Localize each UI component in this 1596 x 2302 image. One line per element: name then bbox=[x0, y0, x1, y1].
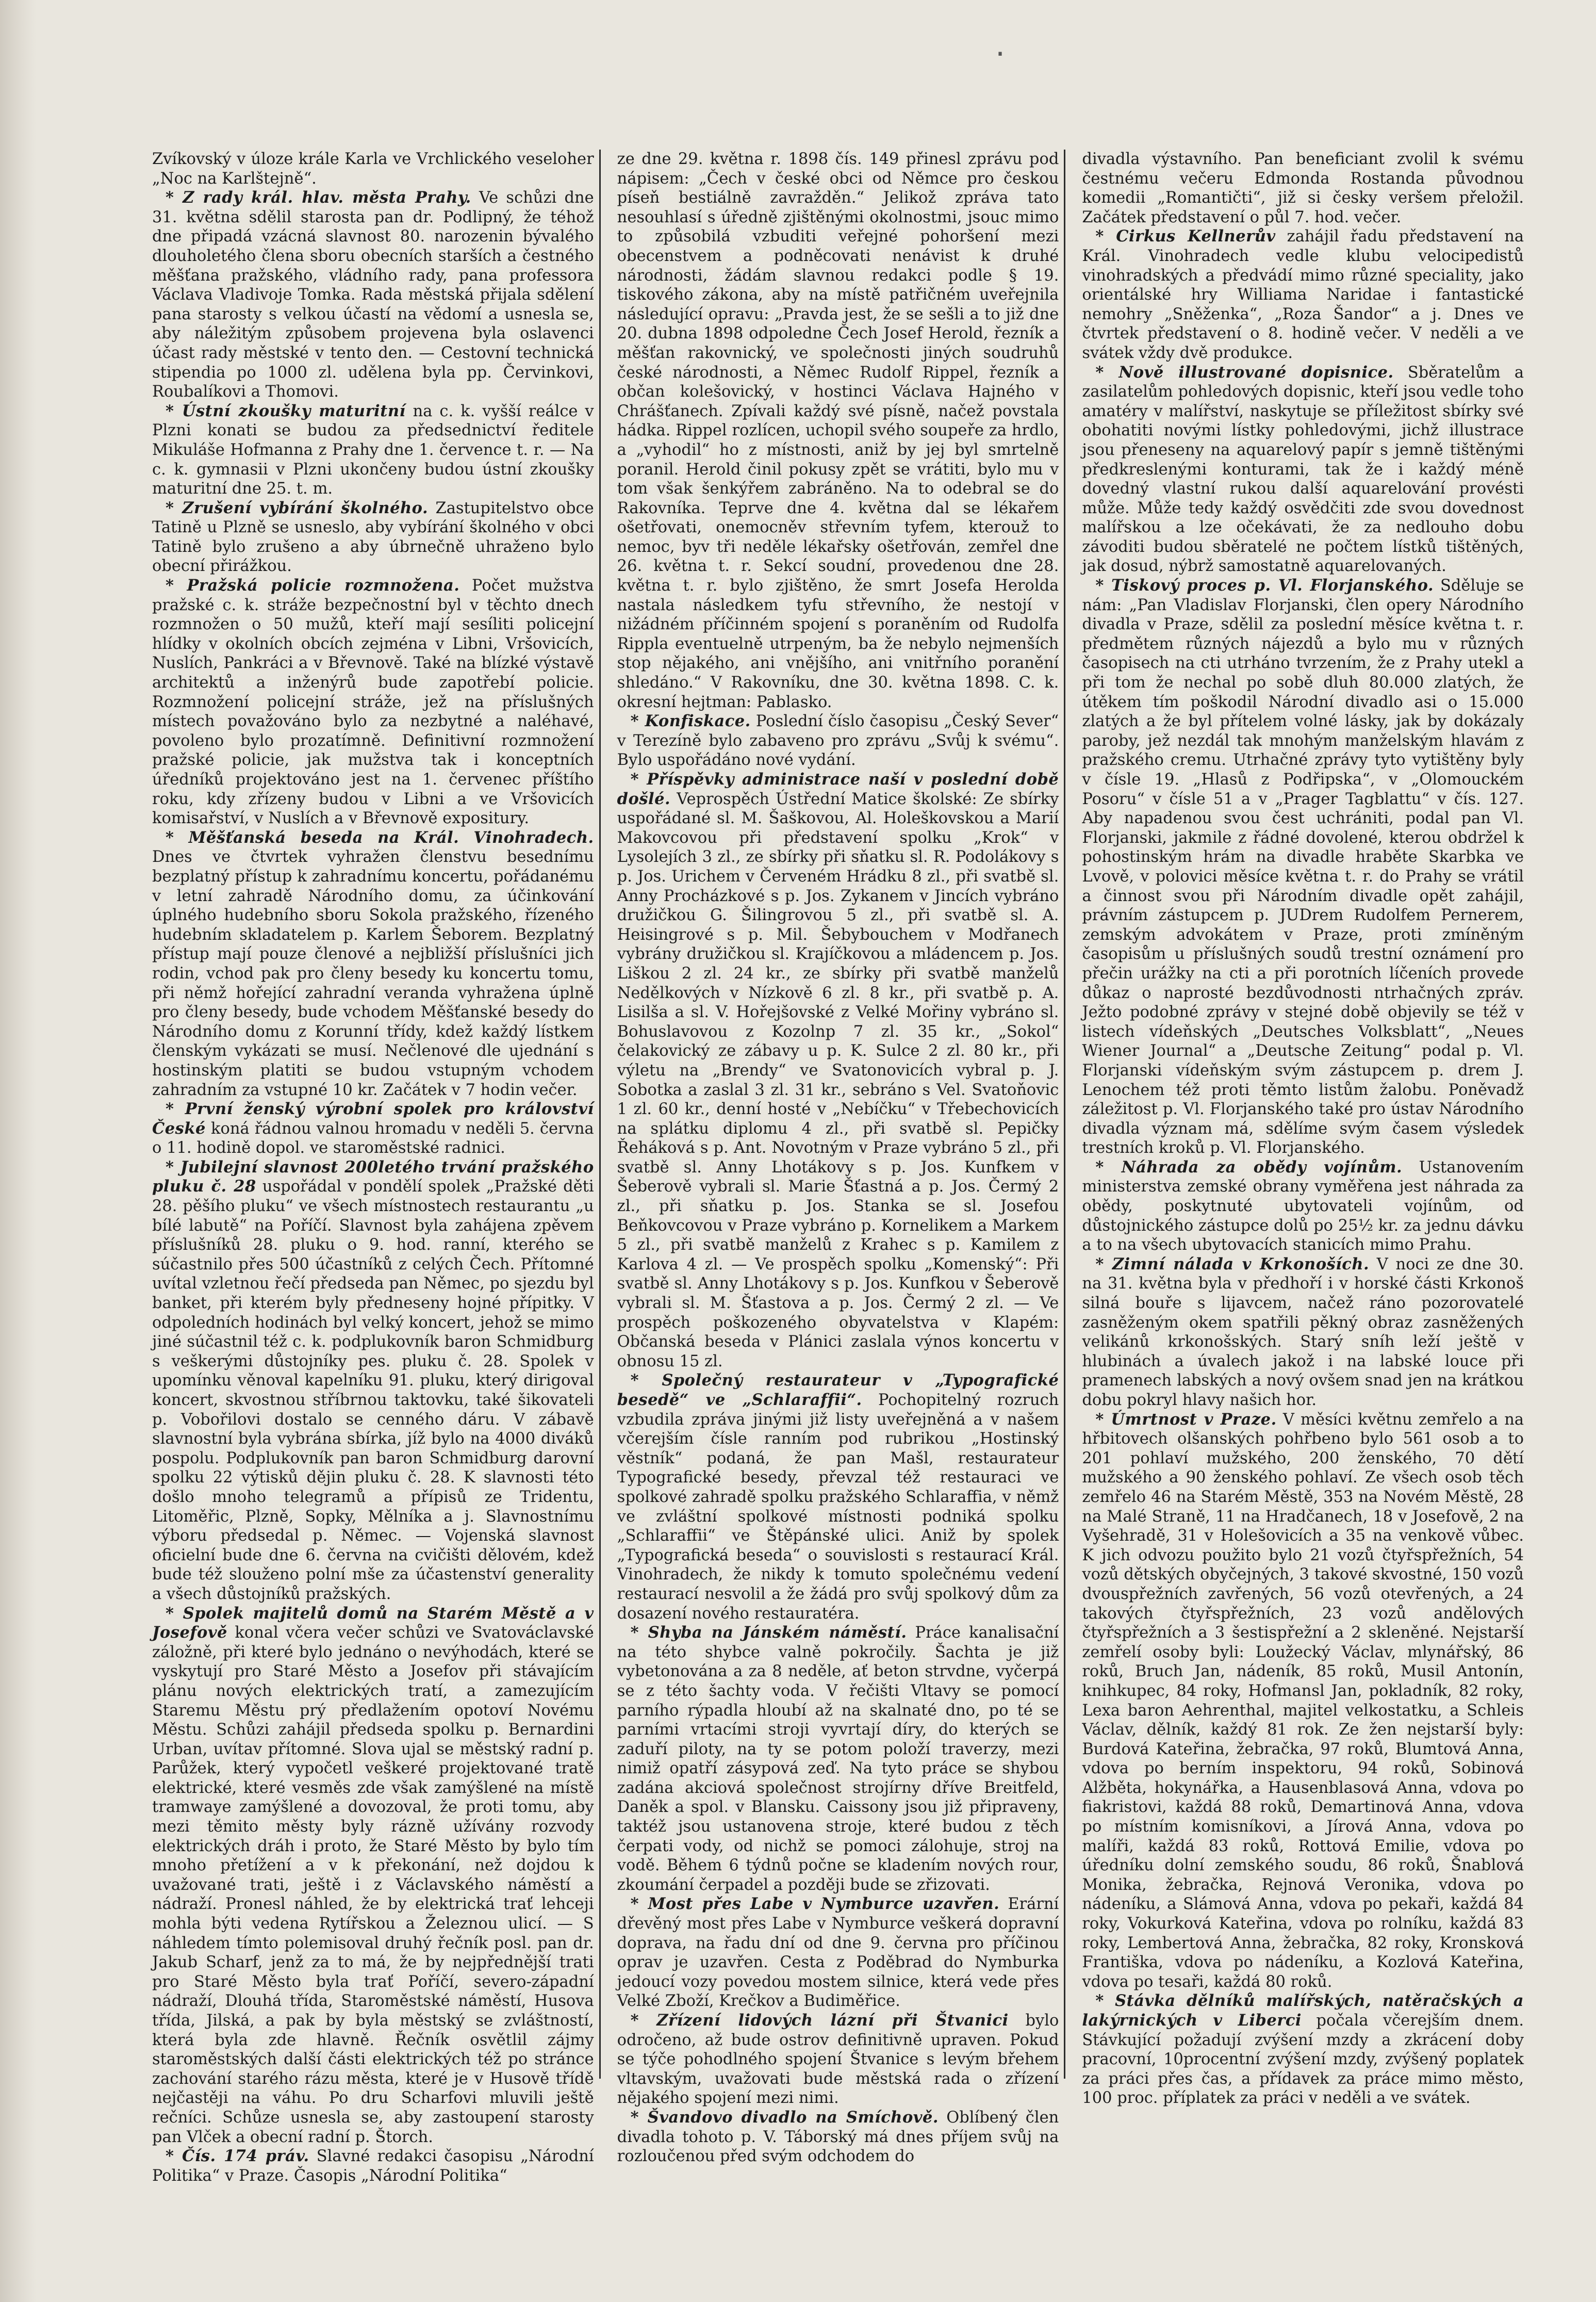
article-paragraph bbox=[617, 2011, 1059, 2108]
article-body: Erární dřevěný most přes Labe v Nymburce veškerá dopravní doprava, na řadu dní od dne 9. června pro příčinou oprav je uzavřen. Cesta z Poděbrad do Nymburka jedoucí vozy povedou mostem silnice, která vede přes Velké Zboží, Krečkov a Budiměřice. bbox=[617, 1895, 1059, 2011]
article-body: Práce kanalisační na této shybce valně pokročily. Šachta je již vybetonována a za 8 neděle, ať beton strvdne, vyčerpá se z této šachty voda. V řečišti Vltavy se pomocí parního rýpadla hloubí až na skalnaté dno, po té se parními vrtacími stroji vyvrtají díry, do kterých se zaduří piloty, na ty se potom položí traverzy, mezi nimiž opatří zásypová zeď. Na tyto práce se shybou zadána akciová společnost strojírny dříve Breitfeld, Daněk a spol. v Blansku. Caissony jsou již připraveny, taktéž jsou ustanovena stroje, které budou z těch čerpati vody, od nichž se pomoci zálohuje, stroj na vodě. Během 6 týdnů počne se kladením nových rour, zkoumání čerpadel a později bude se zřizovati. bbox=[617, 1624, 1059, 1894]
article-heading: * Zimní nálada v Krkonoších. bbox=[1095, 1255, 1369, 1274]
article-body: Dnes ve čtvrtek vyhražen členstvu besednímu bezplatný přístup k zahradnímu koncertu, pořádanému v letní zahradě Národního domu, za účinkování úplného hudebního sboru Sokola pražského, řízeného hudebním skladatelem p. Karlem Šeborem. Bezplatný přístup mají pouze členové a nejbližší příslušníci jich rodin, vchod pak pro členy besedy ku koncertu tomu, při němž hořející zahradní veranda vyhražena úplně pro členy besedy, bude vchodem Měšťanské besedy do Národního domu z Korunní třídy, kdež každý lístkem členským vykázati se musí. Nečlenové dle ujednání s hostinským platiti se budou vstupným vchodem zahradním za vstupné 10 kr. Začátek v 7 hodin večer. bbox=[152, 848, 594, 1099]
article-heading: * Jubilejní slavnost 200letého trvání pražského pluku č. 28 bbox=[152, 1158, 594, 1196]
scan-edge bbox=[0, 0, 36, 2302]
column-middle bbox=[612, 150, 1066, 2166]
article-body: uspořádal v pondělí spolek „Pražské děti 28. pěšího pluku“ ve všech místnostech restaurantu „u bílé labutě“ na Poříčí. Slavnost byla zahájena zpěvem příslušníků 28. pluku o 9. hod. ranní, kterého se súčastnilo přes 500 účastníků z celých Čech. Přítomné uvítal vzletnou řečí předseda pan Němec, po sjezdu byl banket, při kterém byly předneseny hojné přípitky. V odpoledních hodinách byl velký koncert, jehož se mimo jiné súčastnil též c. k. podplukovník baron Schmidburg s veškerými důstojníky pes. pluku č. 28. Spolek v upomínku věnoval kapelníku 91. pluku, který dirigoval koncert, skvostnou stříbrnou taktovku, také šikovateli p. Vobořilovi dostalo se cenného dáru. V zábavě slavnostní byla vybrána sbírka, jíž bylo na 4000 diváků pospolu. Podplukovník pan baron Schmidburg darovní spolku 22 výtisků dějin pluku č. 28. K slavnosti této došlo mnoho telegramů a přípisů ze Tridentu, Litoměřic, Plzně, Sopky, Mělníka a j. Slavnostnímu výboru předsedal p. Němec. — Vojenská slavnost oficielní bude dne 6. června na cvičišti dělovém, kdež bude též slouženo polní mše za účastenství generality a všech důstojníků pražských. bbox=[152, 1178, 594, 1603]
article-heading: * První ženský výrobní spolek pro království České bbox=[152, 1100, 594, 1138]
article-paragraph bbox=[1082, 1991, 1524, 2108]
article-paragraph bbox=[152, 2147, 594, 2185]
article-body: Ustanovením ministerstva zemské obrany vyměřena jest náhrada za obědy, poskytnuté ubytovateli vojínům, od důstojnického zástupce dolů po 25½ kr. za jednu dávku a to na všech ubytovacích stanicích mimo Prahu. bbox=[1082, 1158, 1524, 1254]
article-heading: * Zřízení lidových lázní při Štvanici bbox=[631, 2011, 1009, 2030]
article-paragraph bbox=[617, 1371, 1059, 1623]
article-paragraph bbox=[617, 2108, 1059, 2166]
article-heading: * Shyba na Jánském náměstí. bbox=[631, 1623, 907, 1642]
article-paragraph bbox=[1082, 576, 1524, 1158]
article-heading: * Zrušení vybírání školného. bbox=[166, 499, 428, 517]
article-body: Ve schůzi dne 31. května sdělil starosta pan dr. Podlipný, že téhož dne připadá vzácná slavnost 80. narozenin bývalého dlouholetého člena sboru obecních starších a čestného měšťana pražského, vládního rady, pana professora Václava Vladivoje Tomka. Rada městská přijala sdělení pana starosty s velkou účastí na vědomí a usnesla se, aby náležitým způsobem projevena byla oslavenci účast rady městské v tento den. — Cestovní technická stipendia po 1000 zl. udělena byla pp. Červinkovi, Roubalíkovi a Thomovi. bbox=[152, 189, 594, 401]
article-heading: * Konfiskace. bbox=[631, 712, 751, 730]
article-heading: * Ústní zkoušky maturitní bbox=[166, 402, 406, 420]
article-heading: * Měšťanská beseda na Král. Vinohradech. bbox=[166, 828, 594, 847]
article-body: ze dne 29. května r. 1898 čís. 149 přinesl zprávu pod nápisem: „Čech v české obci od Němce pro českou píseň bestiálně zavražděn.“ Jelikož zpráva tato nesouhlasí s úředně zjištěnými okolnostmi, jsouc mimo to způsobilá vzbuditi veřejné pohoršení mezi obecenstvem a podněcovati nenávist k druhé národnosti, žádám slavnou redakci podle § 19. tiskového zákona, aby na místě patřičném uveřejnila následující opravu: „Pravda jest, že se sešli a to již dne 20. dubna 1898 odpoledne Čech Josef Herold, řezník a měšťan rakovnický, ve společnosti jiných soudruhů české národnosti, a Němec Rudolf Rippel, řezník a občan kolešovický, v hostinci Václava Hajného v Chrášťanech. Zpívali každý své písně, načež povstala hádka. Rippel rozlícen, uchopil svého soupeře za hrdlo, a „vyhodil“ ho z místnosti, aniž by jej byl smrtelně poranil. Herold činil pokusy zpět se vrátiti, bylo mu v tom však šenkýřem zabráněno. Na to odebral se do Rakovníka. Teprve dne 4. května dal se lékařem ošetřovati, onemocněv střevním tyfem, kterouž to nemoc, byv tři neděle lékařsky ošetřován, zemřel dne 26. května t. r. Sekcí soudní, provedenou dne 28. května t. r. bylo zjištěno, že smrt Josefa Herolda nastala následkem tyfu střevního, že nestojí v nižádném příčinném spojení s poraněním od Rudolfa Rippla eventuelně utrpeným, ba že nebylo nejmenších stop nějakého, ani vnějšího, ani vnitřního poranění shledáno.“ V Rakovníku, dne 30. května 1898. C. k. okresní hejtman: Pablasko. bbox=[617, 150, 1059, 711]
article-body: konal včera večer schůzi ve Svatováclavské záložně, při které bylo jednáno o nevýhodách, které se vyskytují pro Staré Město a Josefov při stávajícím plánu nových elektrických tratí, a zamezujícím Staremu Městu prý předlažením opotoví Novému Městu. Schůzi zahájil předseda spolku p. Bernardini Urban, uvítav přítomné. Slova ujal se městský radní p. Parůžek, který vypočetl veškeré projektované tratě elektrické, které vesměs zde však zamýšlené na místě tramwaye zamýšlené a dovozoval, že proti tomu, aby mezi těmito městy byly rázně užívány rozvody elektrických dráh i proto, že Staré Město by bylo tím mnoho přetížení a v k překonání, než dojdou k uvažované trati, ještě i z Václavského náměstí a nádraží. Pronesl náhled, že by elektrická trať lehceji mohla býti vedena Rytířskou a Železnou ulicí. — S náhledem tímto polemisoval druhý řečník posl. pan dr. Jakub Scharf, jenž za to má, že by nejpřednější trati pro Staré Město byla trať Poříčí, severo-západní nádraží, Dlouhá třída, Staroměstské náměstí, Husova třída, Jilská, a pak by byla městský se zvláštností, která byla zde hlavně. Řečník osvětlil zájmy staroměstských další části elektrických též po stránce zachování starého rázu města, které je v Husově třídě nejčastěji na váhu. Po dru Scharfovi mluvili ještě rečníci. Schůze usnesla se, aby zastoupení starosty pan Vlček a obecní radní p. Štorch. bbox=[152, 1624, 594, 2146]
article-paragraph bbox=[152, 1100, 594, 1158]
newspaper-page bbox=[147, 150, 1529, 2185]
article-body: Veprospěch Ústřední Matice školské: Ze sbírky uspořádané sl. M. Šaškovou, Al. Holeškovskou a Marií Makovcovou při představení spolku „Krok“ v Lysolejích 3 zl., ze sbírky při sňatku sl. R. Podolákovy s p. Jos. Urichem v Červeném Hrádku 8 zl., při svatbě sl. Anny Procházkové s p. Jos. Zykanem v Jincích vybráno družičkou G. Šilingrovou 5 zl., při svatbě sl. A. Heisingrové s p. Mil. Šebybouchem v Modřanech vybrány družičkou sl. Krajíčkovou a mládencem p. Jos. Liškou 2 zl. 24 kr., ze sbírky při svatbě manželů Nedělkových v Nízkově 6 zl. 8 kr., při svatbě p. A. Lisilša a sl. V. Hořejšovské z Velké Mořiny vybráno sl. Bohuslavovou z Kozolnp 7 zl. 35 kr., „Sokol“ čelakovický ze zábavy u p. K. Sulce 2 zl. 80 kr., při výletu na „Brendy“ ve Svatonovicích vybral p. J. Sobotka a zaslal 3 zl. 31 kr., sebráno s Vel. Svatoňovic 1 zl. 60 kr., denní hosté v „Nebíčku“ v Třebechovicích na splátku diplomu 4 zl., při svatbě sl. Pepičky Řeháková s p. Ant. Novotným v Praze vybráno 5 zl., při svatbě sl. Anny Lhotákovy s p. Jos. Kunfkem v Šeberově vybrali sl. Marie Šťastná a p. Jos. Čermý 2 zl., při sňatku p. Jos. Stanka se sl. Josefou Beňkovcovou v Praze vybráno p. Kornelikem a Markem 5 zl., při svatbě manželů z Krahec s p. Kamilem z Karlova 4 zl. — Ve prospěch spolku „Komenský“: Při svatbě sl. Anny Lhotákovy s p. Jos. Kunfkou v Šeberově vybrali sl. M. Šťastova a p. Jos. Čermý 2 zl. — Ve prospěch poškozeného obyvatelstva v Klapém: Občanská beseda v Plánici zaslala výnos koncertu v obnosu 15 zl. bbox=[617, 790, 1059, 1370]
article-paragraph bbox=[1082, 150, 1524, 227]
article-heading: * Společný restaurateur v „Typografické besedě“ ve „Schlaraffii“. bbox=[617, 1371, 1059, 1409]
article-paragraph bbox=[1082, 1158, 1524, 1255]
article-body: V noci ze dne 30. na 31. května byla v předhoří i v horské části Krkonoš silná bouře s lijavcem, načež ráno pozorovatelé zasněženým okem spatřili pěkný obraz zasněžených velikánů krkonošských. Starý sníh leží ještě v hlubinách a úvalech jakož i na labské louce při pramenech labských a nový ovšem snad jen na krátkou dobu pokryl hlavy našich hor. bbox=[1082, 1255, 1524, 1409]
article-heading: * Švandovo divadlo na Smíchově. bbox=[631, 2108, 939, 2127]
article-paragraph bbox=[617, 1623, 1059, 1895]
article-body: Oblíbený člen divadla tohoto p. V. Táborský má dnes příjem svůj na rozloučenou před svým odchodem do bbox=[617, 2108, 1059, 2166]
article-heading: * Cirkus Kellnerův bbox=[1095, 227, 1275, 246]
article-paragraph bbox=[1082, 1410, 1524, 1992]
article-paragraph bbox=[152, 402, 594, 499]
article-heading: * Příspěvky administrace naší v poslední době došlé. bbox=[617, 770, 1059, 808]
article-heading: * Nově illustrované dopisnice. bbox=[1095, 363, 1393, 382]
article-paragraph bbox=[152, 1158, 594, 1604]
article-heading: * Tiskový proces p. Vl. Florjanského. bbox=[1095, 576, 1434, 595]
article-paragraph bbox=[152, 150, 594, 188]
article-heading: * Pražská policie rozmnožena. bbox=[166, 576, 459, 595]
article-body: Počet mužstva pražské c. k. stráže bezpečnostní byl v těchto dnech rozmnožen o 50 mužů, kteří mají sesíliti policejní hlídky v okolních obcích zejména v Libni, Vršovicích, Nuslích, Pankráci a v Břevnově. Také na blízké výstavě architektů a inženýrů bude zapotřebí policie. Rozmnožení policejní stráže, jež na příslušných místech považováno bylo za nezbytné a naléhavé, povoleno bylo prozatímně. Definitivní rozmnožení pražské policie, jak mužstva tak i konceptních úředníků projektováno jest na 1. červenec příštího roku, kdy zřízeny budou v Libni a ve Vršovicích komisařství, v Nuslích a v Břevnově expositury. bbox=[152, 577, 594, 828]
article-heading: * Z rady král. hlav. města Prahy. bbox=[166, 188, 471, 207]
article-heading: * Náhrada za obědy vojínům. bbox=[1095, 1158, 1402, 1177]
article-paragraph bbox=[152, 828, 594, 1100]
article-body: Zastupitelstvo obce Tatině u Plzně se usneslo, aby vybírání školného v obci Tatině bylo zrušeno a aby úbrnečně uhraženo bylo obecní přirážkou. bbox=[152, 499, 594, 576]
article-body: divadla výstavního. Pan beneficiant zvolil k svému čestnému večeru Edmonda Rostanda původnou komedii „Romantičti“, již si česky veršem přeložil. Začátek představení o půl 7. hod. večer. bbox=[1082, 150, 1524, 226]
article-paragraph bbox=[1082, 363, 1524, 577]
article-paragraph bbox=[617, 770, 1059, 1371]
article-paragraph bbox=[152, 576, 594, 828]
article-paragraph bbox=[152, 499, 594, 576]
article-paragraph bbox=[152, 188, 594, 402]
article-body: Slavné redakci časopisu „Národní Politika“ v Praze. Časopis „Národní Politika“ bbox=[152, 2147, 594, 2185]
article-heading: * Čís. 174 práv. bbox=[166, 2147, 309, 2165]
article-paragraph bbox=[617, 150, 1059, 712]
article-body: Zvíkovský v úloze krále Karla ve Vrchlického veseloher „Noc na Karlštejně“. bbox=[152, 150, 594, 188]
article-heading: * Úmrtnost v Praze. bbox=[1095, 1410, 1276, 1429]
article-paragraph bbox=[152, 1604, 594, 2147]
article-paragraph bbox=[617, 712, 1059, 770]
article-body: V měsíci květnu zemřelo a na hřbitovech olšanských pohřbeno bylo 561 osob a to 201 pohlaví mužského, 200 ženského, 70 dětí mužského a 90 ženského pohlaví. Ze všech osob těch zemřelo 46 na Starém Městě, 353 na Novém Městě, 28 na Malé Straně, 11 na Hradčanech, 18 v Josefově, 2 na Vyšehradě, 31 v Holešovicích a 35 na venkově vůbec. K jich odvozu použito bylo 21 vozů čtyřspřežních, 54 vozů dětských obyčejných, 3 takové skvostné, 150 vozů dvouspřežních zavřených, 56 vozů otevřených, a 24 takových čtyřspřežních, 23 vozů andělových čtyřspřežních a 3 šestispřežní a 2 skleněné. Nejstarší zemřelí osoby byli: Loužecký Václav, mlynářský, 86 roků, Bruch Jan, nádeník, 85 roků, Musil Antonín, knihkupec, 84 roky, Hofmansl Jan, pokladník, 82 roky, Lexa baron Aehrenthal, majitel velkostatku, a Schleis Václav, dělník, každý 81 rok. Ze žen nejstarší byly: Burdová Kateřina, žebračka, 97 roků, Blumtová Anna, vdova po berním inspektoru, 94 roků, Sobinová Alžběta, hokynářka, a Hausenblasová Anna, vdova po fiakristovi, každá 88 roků, Demartinová Anna, vdova po místním komisníkovi, a Jírová Anna, vdova po malíři, každá 83 roků, Rottová Emilie, vdova po úředníku dolní zemského soudu, 86 roků, Šnablová Monika, žebračka, Rejnová Veronika, vdova po nádeníku, a Slámová Anna, vdova po pekaři, každá 84 roky, Vokurková Kateřina, vdova po rolníku, každá 83 roky, Lembertová Anna, žebračka, 82 roky, Kronsková Františka, vdova po nádeníku, a Kozlová Kateřina, vdova po tesaři, každá 80 roků. bbox=[1082, 1410, 1524, 1991]
scan-speck: · bbox=[995, 36, 1006, 72]
article-heading: * Stávka dělníků malířských, natěračských a lakýrnických v Liberci bbox=[1082, 1991, 1524, 2030]
article-body: zahájil řadu představení na Král. Vinohradech vedle klubu velocipedistů vinohradských a předvádí mimo různé speciality, jako orientálské hry Williama Naridae i fantastické nemohry „Sněženka“, „Roza Šandor“ a j. Dnes ve čtvrtek představení o 8. hodině večer. V neděli a ve svátek vždy dvě produkce. bbox=[1082, 227, 1524, 362]
article-body: Pochopitelný rozruch vzbudila zpráva jinými již listy uveřejněná a v našem včerejším čísle ranním pod rubrikou „Hostinský věstník“ podaná, že pan Mašl, restaurateur Typografické besedy, převzal též restauraci ve spolkové zahradě spolku pražského Schlaraffia, v němž ve zvláštní spolkové místnosti podniká spolku „Schlaraffii“ ve Štěpánské ulici. Aniž by spolek „Typografická beseda“ o souvislosti s restaurací Král. Vinohradech, že nikdy k tomuto společnému vedení restaurací nesvolil a že žádá pro svůj spolkový dům za dosazení nového restauratéra. bbox=[617, 1391, 1059, 1623]
column-left bbox=[147, 150, 601, 2185]
article-body: Poslední číslo časopisu „Český Sever“ v Terezíně bylo zabaveno pro zprávu „Svůj k svému“. Bylo uspořádáno nové vydání. bbox=[617, 712, 1059, 770]
article-paragraph bbox=[617, 1895, 1059, 2011]
article-body: na c. k. vyšší reálce v Plzni konati se budou za předsednictví ředitele Mikuláše Hofmanna z Prahy dne 1. července t. r. — Na c. k. gymnasii v Plzni ukončeny budou ústní zkoušky maturitní dne 25. t. m. bbox=[152, 402, 594, 498]
article-heading: * Spolek majitelů domů na Starém Městě a v Josefově bbox=[152, 1604, 594, 1642]
article-heading: * Most přes Labe v Nymburce uzavřen. bbox=[631, 1895, 1000, 1913]
article-body: Sběratelům a zasilatelům pohledových dopisnic, kteří jsou vedle toho amatéry v malířství, naskytuje se příležitost sbírky své obohatiti novými lístky pohledovými, jichž illustrace jsou přeneseny na aquarelový papír s jemně tištěnými předkreslenými konturami, tak že i každý méně dovedný vlastní rukou další aquarelování provésti může. Může tedy každý osvědčiti zde svou dovednost malířskou a lze očekávati, že za nedlouho dobu závoditi budou sběratelé ne počtem lístků tištěných, jak dosud, nýbrž samostatně aquarelovaných. bbox=[1082, 363, 1524, 576]
article-body: koná řádnou valnou hromadu v neděli 5. června o 11. hodině dopol. ve staroměstské radnici. bbox=[152, 1119, 594, 1157]
article-paragraph bbox=[1082, 1255, 1524, 1410]
article-paragraph bbox=[1082, 227, 1524, 363]
article-body: Sděluje se nám: „Pan Vladislav Florjanski, člen opery Národního divadla v Praze, sdělil za poslední měsíce května t. r. předmětem různých nájezdů a bylo mu v různých časopisech na cti utrháno tvrzením, že z Prahy utekl a při tom že nechal po sobě dluh 80.000 zlatých, že útěkem tím poškodil Národní divadlo asi o 15.000 zlatých a že byl přítelem volné lásky, jak by dokázaly paroby, jež nezdál tak mnohým manželským hlavám z pražského cremu. Utrhačné zprávy tyto vytištěny byly v čísle 19. „Hlasů z Podřipska“, v „Olomouckém Posoru“ v čísle 51 a v „Prager Tagblattu“ v čís. 127. Aby napadenou svou čest uchrániti, podal pan Vl. Florjanski, jakmile z řádné dovolené, kterou obdržel k pohostinským hrám na divadle hraběte Skarbka ve Lvově, v polovici měsíce května t. r. do Prahy se vrátil a činnost svou při Národním divadle opět zahájil, právním zástupcem p. JUDrem Rudolfem Pernerem, zemským advokátem v Praze, proti zmíněným časopisům u příslušných soudů trestní oznámení pro přečin urážky na cti a při porotních líčeních provede důkaz o naprosté bezdůvodnosti ntrhačných zpráv. Ježto podobné zprávy v stejné době objevily se též v listech vídeňských „Deutsches Volksblatt“, „Neues Wiener Journal“ a „Deutsche Zeitung“ podal p. Vl. Florjanski vídeňským svým zástupcem p. drem J. Lenochem též proti těmto listům žalobu. Poněvadž záležitost p. Vl. Florjanského také pro ústav Národního divadla význam má, sdělíme svým časem výsledek trestních kroků p. Vl. Florjanského. bbox=[1082, 577, 1524, 1157]
article-body: počala včerejším dnem. Stávkující požadují zvýšení mzdy a zkrácení doby pracovní, 10procentní zvýšení mzdy, zvýšený poplatek za práci přes čas, a přídavek za práce mimo město, 100 proc. příplatek za práci v neděli a ve svátek. bbox=[1082, 2012, 1524, 2108]
article-body: bylo odročeno, až bude ostrov definitivně upraven. Pokud se týče pohodlného spojení Štvanice s levým břehem vltavským, uvažovati bude městská rada o zřízení nějakého spojení mezi nimi. bbox=[617, 2012, 1059, 2108]
column-right bbox=[1077, 150, 1529, 2108]
